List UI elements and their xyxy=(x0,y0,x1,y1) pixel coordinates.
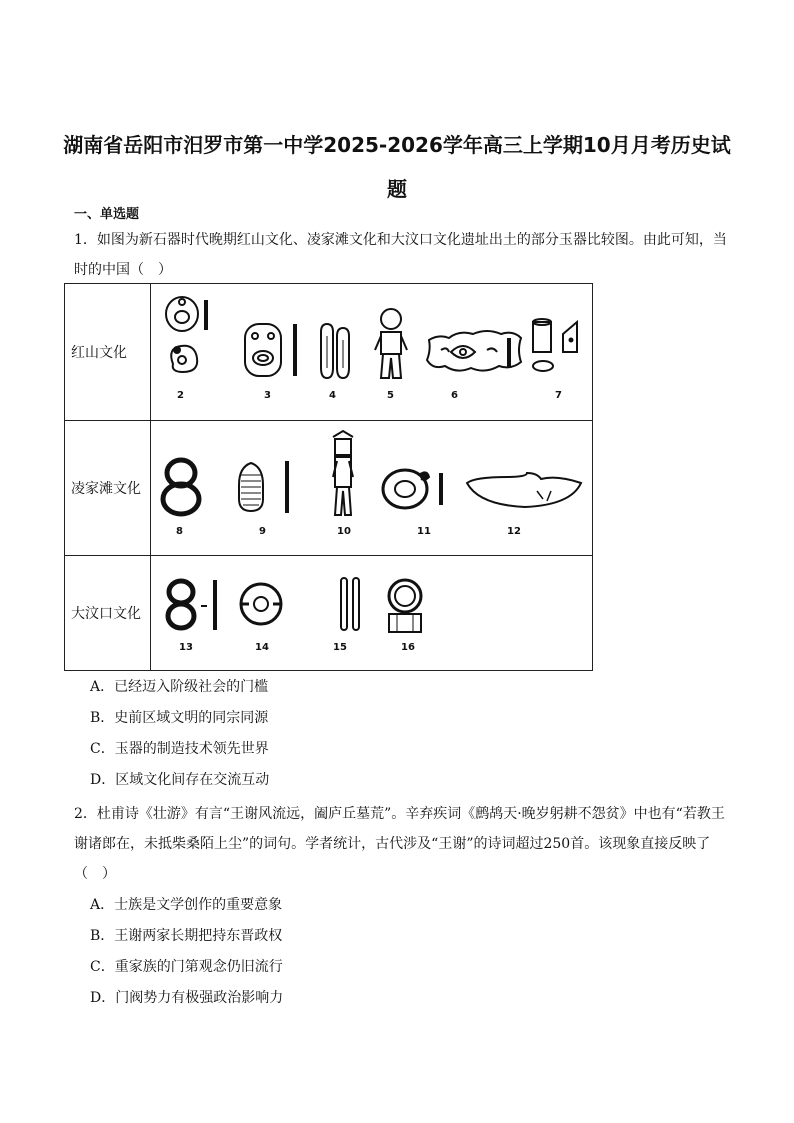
jade-artifacts-dawenkou xyxy=(151,556,593,671)
q2-option-c[interactable]: C．重家族的门第观念仍旧流行 xyxy=(90,959,283,975)
jade-huang-12-figure xyxy=(467,473,581,507)
artifact-number: 7 xyxy=(555,390,562,401)
culture-label: 凌家滩文化 xyxy=(65,421,151,556)
question-1-stem: 1．如图为新石器时代晚期红山文化、凌家滩文化和大汶口文化遗址出土的部分玉器比较图。由此可知，当时的中国（ ） xyxy=(74,232,727,278)
artifact-number: 8 xyxy=(176,526,183,537)
q1-option-c[interactable]: C．玉器的制造技术领先世界 xyxy=(90,741,269,757)
jade-human-figure-10 xyxy=(333,431,353,515)
artifact-number: 14 xyxy=(255,642,269,653)
jade-pendant-2-figure xyxy=(166,297,206,372)
artifact-number: 13 xyxy=(179,642,193,653)
jade-comparison-table xyxy=(64,283,593,671)
artifact-number: 2 xyxy=(177,390,184,401)
jade-blade-4-figure xyxy=(321,324,349,378)
q1-option-d[interactable]: D．区域文化间存在交流互动 xyxy=(90,772,270,788)
table-row xyxy=(65,284,593,421)
jade-cloud-plaque-6-figure xyxy=(427,331,521,371)
jade-cylinder-7-figure xyxy=(533,319,577,371)
jade-double-ring-8-figure xyxy=(163,460,199,514)
q2-option-d[interactable]: D．门阀势力有极强政治影响力 xyxy=(90,990,284,1006)
artifact-number: 11 xyxy=(417,526,431,537)
artifact-number: 12 xyxy=(507,526,521,537)
table-row xyxy=(65,421,593,556)
section-heading: 一、单选题 xyxy=(74,207,140,222)
artifact-number: 9 xyxy=(259,526,266,537)
q2-option-a[interactable]: A．士族是文学创作的重要意象 xyxy=(90,897,283,913)
q2-option-b[interactable]: B．王谢两家长期把持东晋政权 xyxy=(90,928,283,944)
artifact-number: 5 xyxy=(387,390,394,401)
jade-cicada-9-figure xyxy=(239,461,287,513)
culture-label: 大汶口文化 xyxy=(65,556,151,671)
artifact-number: 4 xyxy=(329,390,336,401)
jade-pendant-3-figure xyxy=(245,324,295,376)
artifact-number: 16 xyxy=(401,642,415,653)
jade-double-ring-13-figure xyxy=(168,580,215,630)
jade-tubes-15-figure xyxy=(341,578,359,630)
document-title: 湖南省岳阳市汨罗市第一中学2025-2026学年高三上学期10月月考历史试题 xyxy=(63,133,731,201)
jade-disc-14-figure xyxy=(241,584,281,624)
jade-ring-16-figure xyxy=(389,580,421,632)
artifact-number: 6 xyxy=(451,390,458,401)
artifact-number: 15 xyxy=(333,642,347,653)
culture-label: 红山文化 xyxy=(65,284,151,421)
jade-dragon-ring-11-figure xyxy=(383,470,441,508)
artifact-number: 3 xyxy=(264,390,271,401)
jade-artifacts-lingjiatan xyxy=(151,421,593,556)
table-row xyxy=(65,556,593,671)
question-2-stem: 2．杜甫诗《壮游》有言“王谢风流远，阖庐丘墓荒”。辛弃疾词《鹧鸪天·晚岁躬耕不怨贫》中也有“若教王谢诸郎在，未抵柴桑陌上尘”的词句。学者统计，古代涉及“王谢”的诗词超过250首。该现象直接反映了（ ） xyxy=(74,806,725,882)
q1-option-a[interactable]: A．已经迈入阶级社会的门槛 xyxy=(90,679,269,695)
artifact-number: 10 xyxy=(337,526,351,537)
q1-option-b[interactable]: B．史前区域文明的同宗同源 xyxy=(90,710,269,726)
jade-human-figure-5 xyxy=(375,309,407,378)
jade-artifacts-hongshan xyxy=(151,284,593,421)
